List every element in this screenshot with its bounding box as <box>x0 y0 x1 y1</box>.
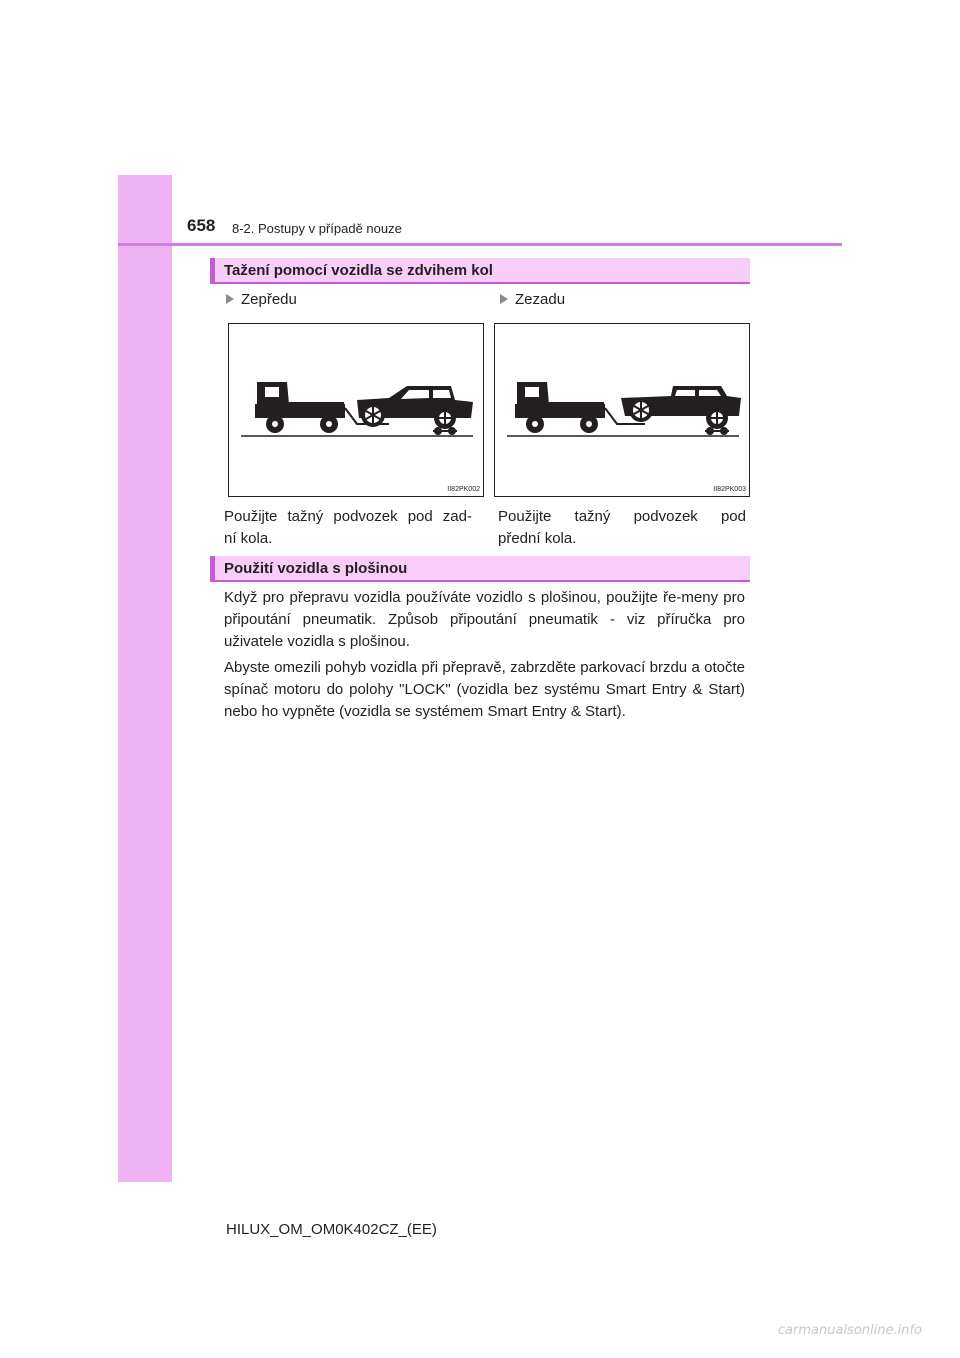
triangle-bullet-icon <box>500 294 508 304</box>
page-number: 658 <box>187 216 216 235</box>
section-title-bar-flatbed <box>210 556 750 582</box>
tow-truck-illustration <box>229 324 485 498</box>
tow-truck-illustration <box>495 324 751 498</box>
section-title: Použití vozidla s plošinou <box>224 560 408 577</box>
section-heading: 8-2. Postupy v případě nouze <box>232 221 402 236</box>
caption-line: Použijte tažný podvozek pod <box>498 508 746 525</box>
header-divider <box>118 243 842 246</box>
caption-line: Použijte tažný podvozek pod zad- <box>224 508 472 525</box>
subheading-label: Zepředu <box>241 291 297 308</box>
figure-code: II82PK003 <box>713 486 746 493</box>
subheading-label: Zezadu <box>515 291 566 308</box>
figure-tow-from-front <box>228 323 484 497</box>
paragraph-flatbed-straps: Když pro přepravu vozidla používáte vozidlo s plošinou, použijte ře-meny pro připoutání pneumatik. Způsob připoutání pneumatik - viz příručka pro uživatele vozidla s plošinou. <box>224 589 745 650</box>
figure-tow-from-rear <box>494 323 750 497</box>
figure-code: II82PK002 <box>447 486 480 493</box>
caption-rear <box>498 506 746 550</box>
watermark: carmanualsonline.info <box>777 1323 922 1338</box>
section-title-bar-towing <box>210 258 750 284</box>
subheading-front <box>226 291 297 308</box>
caption-line: ní kola. <box>224 530 273 547</box>
triangle-bullet-icon <box>226 294 234 304</box>
document-code: HILUX_OM_OM0K402CZ_(EE) <box>226 1221 437 1238</box>
chapter-sidebar-tab <box>118 175 172 1182</box>
caption-line: přední kola. <box>498 530 577 547</box>
caption-front <box>224 506 472 550</box>
subheading-rear <box>500 291 565 308</box>
paragraph-parking-brake: Abyste omezili pohyb vozidla při přepravě, zabrzděte parkovací brzdu a otočte spínač motoru do polohy "LOCK" (vozidla bez systému Smart Entry & Start) nebo ho vypněte (vozidla se systémem Smart Entry & Start). <box>224 659 745 720</box>
section-title: Tažení pomocí vozidla se zdvihem kol <box>224 262 493 279</box>
